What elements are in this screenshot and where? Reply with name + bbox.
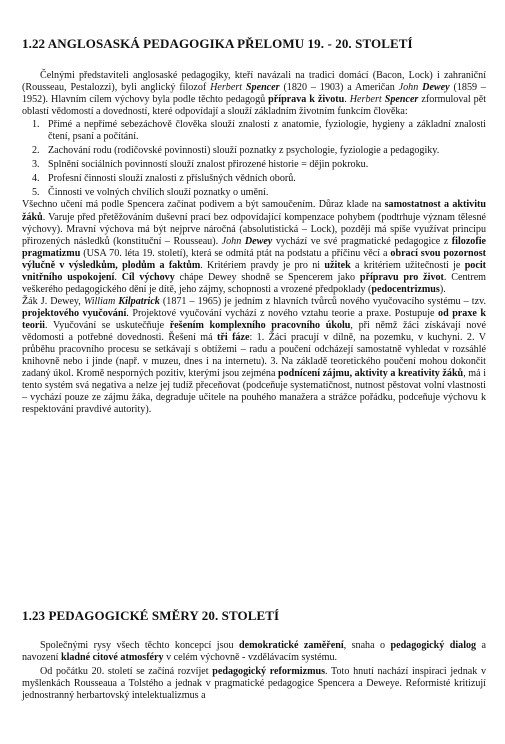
text-run: a kritériem užitečnosti je [350, 259, 465, 271]
emphasis-text: užitek [324, 259, 351, 271]
text-run: . [344, 94, 350, 106]
emphasis-text: Kilpatrick [118, 295, 160, 307]
text-run: ). [439, 283, 446, 295]
text-run: v celém výchovně - vzdělávacím systému. [163, 652, 338, 664]
emphasis-text: projektového vyučování [22, 307, 127, 319]
emphasis-text: samostatnost a aktivitu žáků [22, 199, 486, 223]
emphasis-text: přípravu pro život [359, 271, 444, 283]
emphasis-text [422, 82, 449, 93]
text-run: . Vyučování se uskutečňuje [44, 319, 170, 331]
emphasis-text: demokratické zaměření [239, 640, 344, 651]
text-run: Společnými rysy všech těchto koncepcí jsou [40, 640, 240, 651]
text-run: zformuloval pět oblastí vědomostí a dovedností, které odpovídají a slouží základním životním funkcím člověka: [22, 94, 487, 118]
emphasis-text: John [398, 82, 423, 94]
body-paragraph [22, 640, 486, 664]
emphasis-text: John [221, 235, 245, 247]
section-heading: 1.22 ANGLOSASKÁ PEDAGOGIKA PŘELOMU 19. - 20. STOLETÍ [22, 36, 413, 51]
text-run: : 1. Žáci pracují v dílně, na pozemku, v kuchyni. 2. V průběhu pracovního procesu se setkávají s obtížemi – radu a poučení odcházejí samostatně vyhledat v rozsáhlé knihovně nebo i jinde (např. v muzeu, dnes i na internetu). 3. Na základě teoretického poučení mohou dokončit zadaný úkol. Kromě nesporných pozitiv, kterými jsou zejména [22, 331, 486, 380]
emphasis-text [245, 236, 272, 247]
body-paragraph [22, 199, 486, 295]
text-run: . Projektové vyučování vychází z nového vztahu teorie a praxe. Postupuje [126, 307, 439, 319]
text-run: (1820 – 1903) a Američan [279, 82, 399, 94]
text-run: , při němž žáci získávají nové vědomosti a potřebné dovednosti. Řešení má [22, 319, 486, 343]
emphasis-text [385, 94, 419, 105]
list-item: 5. Činnosti ve volných chvílích slouží poznatky o umění. [32, 187, 269, 199]
text-run: Žák J. Dewey, [22, 295, 84, 307]
emphasis-text: tři fáze [217, 331, 250, 343]
text-run: (1871 – 1965) je jedním z hlavních tvůrců nového vyučovacího systému – tzv. [159, 295, 486, 307]
emphasis-text: William [83, 295, 119, 307]
section-body [22, 70, 486, 416]
list-item: 3. Splnění sociálních povinností slouží znalost přirozené historie = dějin pokroku. [32, 159, 369, 171]
text-run: Čelnými představiteli anglosaské pedagogiky, kteří navázali na tradici domácí (Bacon, Lock) i zahraniční (Rousseau, Pestalozzi), byli anglický filozof [22, 70, 486, 94]
text-run: . [114, 271, 122, 283]
emphasis-text: pocit vnitřního uspokojení [22, 259, 486, 283]
emphasis-text: kladné citové atmosféry [60, 652, 164, 664]
text-run: , snaha o [343, 640, 391, 651]
emphasis-text: Dewey [244, 235, 273, 247]
text-run: (USA 70. léta 19. století), která se odmítá ptát na podstatu a příčinu věcí a [80, 247, 391, 259]
emphasis-text: filozofie pragmatizmu [22, 235, 486, 259]
emphasis-text: Dewey [422, 82, 450, 94]
list-item: 1. Přímé a nepřímé sebezáchově člověka slouží znalosti z anatomie, fyziologie, hygieny a základní znalosti čtení, psaní a počítání. [32, 119, 486, 143]
emphasis-text: Herbert [210, 82, 246, 94]
text-run: . Toto hnutí nachází inspiraci jednak v myšlenkách Rousseaua a Tolstého a jednak v pragmatické pedagogice Spencera a Deweye. Reformisté kritizují jednostranný herbartovský intelektualizmus a [22, 666, 486, 702]
emphasis-text: pedagogický dialog [390, 640, 477, 651]
emphasis-text [246, 82, 280, 93]
body-paragraph [22, 296, 486, 416]
emphasis-text: od praxe k teorii [22, 307, 486, 331]
emphasis-text: Cíl výchovy [121, 271, 175, 283]
text-run: vychází ve své pragmatické pedagogice z [272, 235, 452, 247]
text-run: chápe Dewey shodně se Spencerem jako [174, 271, 360, 283]
section-body [22, 640, 486, 702]
emphasis-text: řešením komplexního pracovního úkolu [169, 319, 351, 331]
list-item: 2. Zachování rodu (rodičovské povinnosti) slouží poznatky z psychologie, fyziologie a pedagogiky. [32, 145, 440, 157]
text-run: , má i tento systém svá negativa a nelze jej tudíž přeceňovat (podceňuje systematičnost, nutnost pěstovat volní vlastnosti – vychází pouze ze zájmu žáka, degraduje učitele na pouhého manažera a strážce pořádku, podceňuje výchovu k respektování pravdivé autority). [22, 368, 487, 416]
emphasis-text: Herbert [349, 94, 385, 106]
text-run: . Kritériem pravdy je pro ni [200, 259, 325, 271]
emphasis-text [118, 296, 160, 307]
text-run: a navození [22, 640, 486, 664]
emphasis-text: Spencer [245, 82, 280, 94]
emphasis-text: pedagogický reformizmus [212, 666, 326, 678]
text-run: Všechno učení má podle Spencera začínat podivem a být samoučením. Důraz klade na [22, 199, 385, 211]
numbered-list [22, 119, 486, 199]
emphasis-text: pedocentrizmus [371, 283, 440, 295]
intro-paragraph [22, 70, 486, 118]
body-paragraph [22, 666, 486, 702]
emphasis-text: obrací svou pozornost výlučně v výsledkům, plodům a faktům [22, 247, 486, 271]
text-run: Od počátku 20. století se začíná rozvíjet [40, 666, 213, 678]
emphasis-text: podnícení zájmu, aktivity a kreativity žáků [278, 368, 464, 380]
text-run: (1859 – 1952). Hlavním cílem výchovy byla podle těchto pedagogů [22, 82, 486, 106]
section-heading: 1.23 PEDAGOGICKÉ SMĚRY 20. STOLETÍ [22, 608, 280, 623]
list-item: 4. Profesní činnosti slouží znalosti z příslušných vědních oborů. [32, 173, 296, 185]
text-run: . Centrem veškerého pedagogického dění je dítě, jeho zájmy, schopnosti a vrozené předpoklady ( [22, 271, 487, 295]
emphasis-text: Spencer [384, 94, 419, 106]
text-run: . Varuje před přetěžováním duševní prací bez odpovídající kompenzace pohybem (podtrhuje význam tělesné výchovy). Mravní výchova má být nejprve náročná (absolutistická – Lock), později má spíše využívat principu přirozených následků (konstituční – Rousseau). [22, 211, 486, 247]
emphasis-text: příprava k životu [268, 94, 345, 106]
